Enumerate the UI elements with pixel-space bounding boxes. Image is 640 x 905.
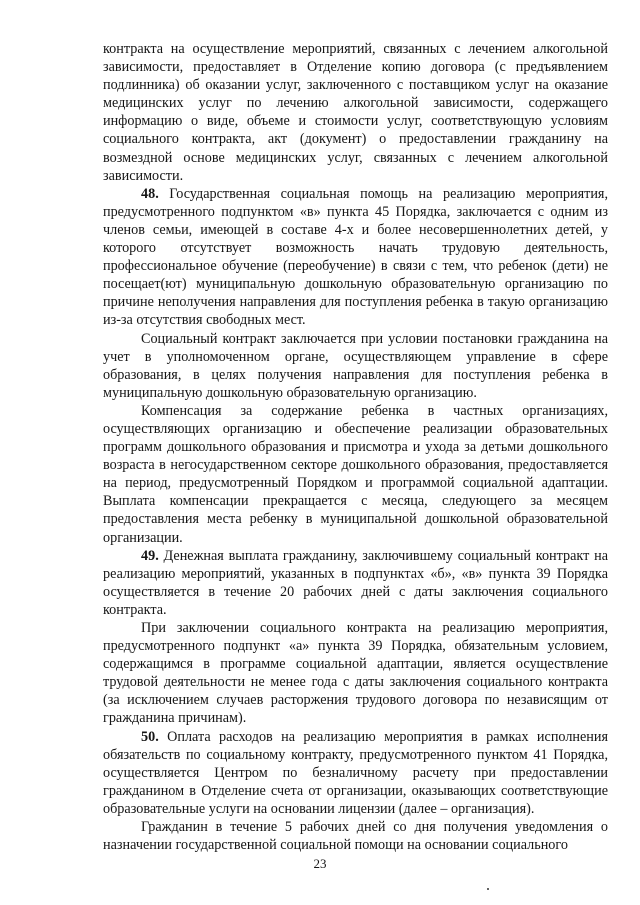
paragraph-number: 50. bbox=[141, 728, 159, 745]
scan-speck bbox=[487, 888, 489, 890]
paragraph-number: 48. bbox=[141, 185, 159, 202]
paragraph-text: Денежная выплата гражданину, заключившему социальный контракт на реализацию мероприятий, указанных в подпунктах «б», «в» пункта 39 Порядка осуществляется в течение 20 рабочих дней с даты заключения социального контракта. bbox=[103, 547, 609, 618]
paragraph-text: Социальный контракт заключается при условии постановки гражданина на учет в уполномоченном органе, осуществляющем управление в сфере образования, в целях получения направления для поступления ребенка в муниципальную дошкольную образовательную организацию. bbox=[103, 330, 608, 401]
page-number: 23 bbox=[313, 856, 327, 871]
paragraph-text: При заключении социального контракта на реализацию мероприятия, предусмотренного подпункт «а» пункта 39 Порядка, обязательным условием, содержащимся в программе социальной адаптации, является осуществление трудовой деятельности не менее года с даты заключения социального контракта (за исключением случаев расторжения трудового договора по независящим от гражданина причинам). bbox=[103, 620, 608, 727]
paragraph-48 bbox=[103, 185, 608, 330]
paragraph-text: Гражданин в течение 5 рабочих дней со дня получения уведомления о назначении государственной социальной помощи на основании социального bbox=[103, 819, 608, 854]
paragraph-49-condition bbox=[103, 619, 608, 728]
paragraph-text: Компенсация за содержание ребенка в частных организациях, осуществляющих организацию и обеспечение реализации образовательных программ дошкольного образования и присмотра и ухода за детьми дошкольного возраста в негосударственном секторе дошкольного образования, предоставляется на период, предусмотренный Порядком и программой социальной адаптации. Выплата компенсации прекращается с месяца, следующего за месяцем предоставления места ребенку в муниципальной дошкольной образовательной организации. bbox=[103, 402, 608, 546]
paragraph-50-notification bbox=[103, 818, 608, 854]
paragraph-48-social-contract bbox=[103, 330, 608, 402]
paragraph-continuation bbox=[103, 40, 608, 185]
paragraph-49 bbox=[103, 547, 608, 619]
document-body bbox=[103, 40, 608, 854]
paragraph-48-compensation bbox=[103, 402, 608, 547]
paragraph-text: контракта на осуществление мероприятий, связанных с лечением алкогольной зависимости, предоставляет в Отделение копию договора (с предъявлением подлинника) об оказании услуг, заключенного с поставщиком услуг на оказание медицинских услуг по лечению алкогольной зависимости, содержащего информацию о виде, объеме и стоимости услуг, соответствующую условиям социального контракта, акт (документ) о предоставлении гражданину на возмездной основе медицинских услуг, связанных с лечением алкогольной зависимости. bbox=[103, 41, 608, 184]
paragraph-number: 49. bbox=[141, 547, 159, 564]
paragraph-text: Оплата расходов на реализацию мероприятия в рамках исполнения обязательств по социальному контракту, предусмотренного пунктом 41 Порядка, осуществляется Центром по безналичному расчету при предоставлении гражданином в Отделение счета от организации, оказывающих соответствующие образовательные услуги на основании лицензии (далее – организация). bbox=[103, 728, 608, 817]
paragraph-text: Государственная социальная помощь на реализацию мероприятия, предусмотренного подпунктом «в» пункта 45 Порядка, заключается с одним из членов семьи, имеющей в составе 4-х и более несовершеннолетних детей, у которого отсутствует возможность начать трудовую деятельность, профессиональное обучение (переобучение) в связи с тем, что ребенок (дети) не посещает(ют) муниципальную дошкольную образовательную организацию по причине неполучения направления для поступления ребенка в такую организацию из-за отсутствия свободных мест. bbox=[103, 185, 609, 329]
paragraph-50 bbox=[103, 728, 608, 818]
